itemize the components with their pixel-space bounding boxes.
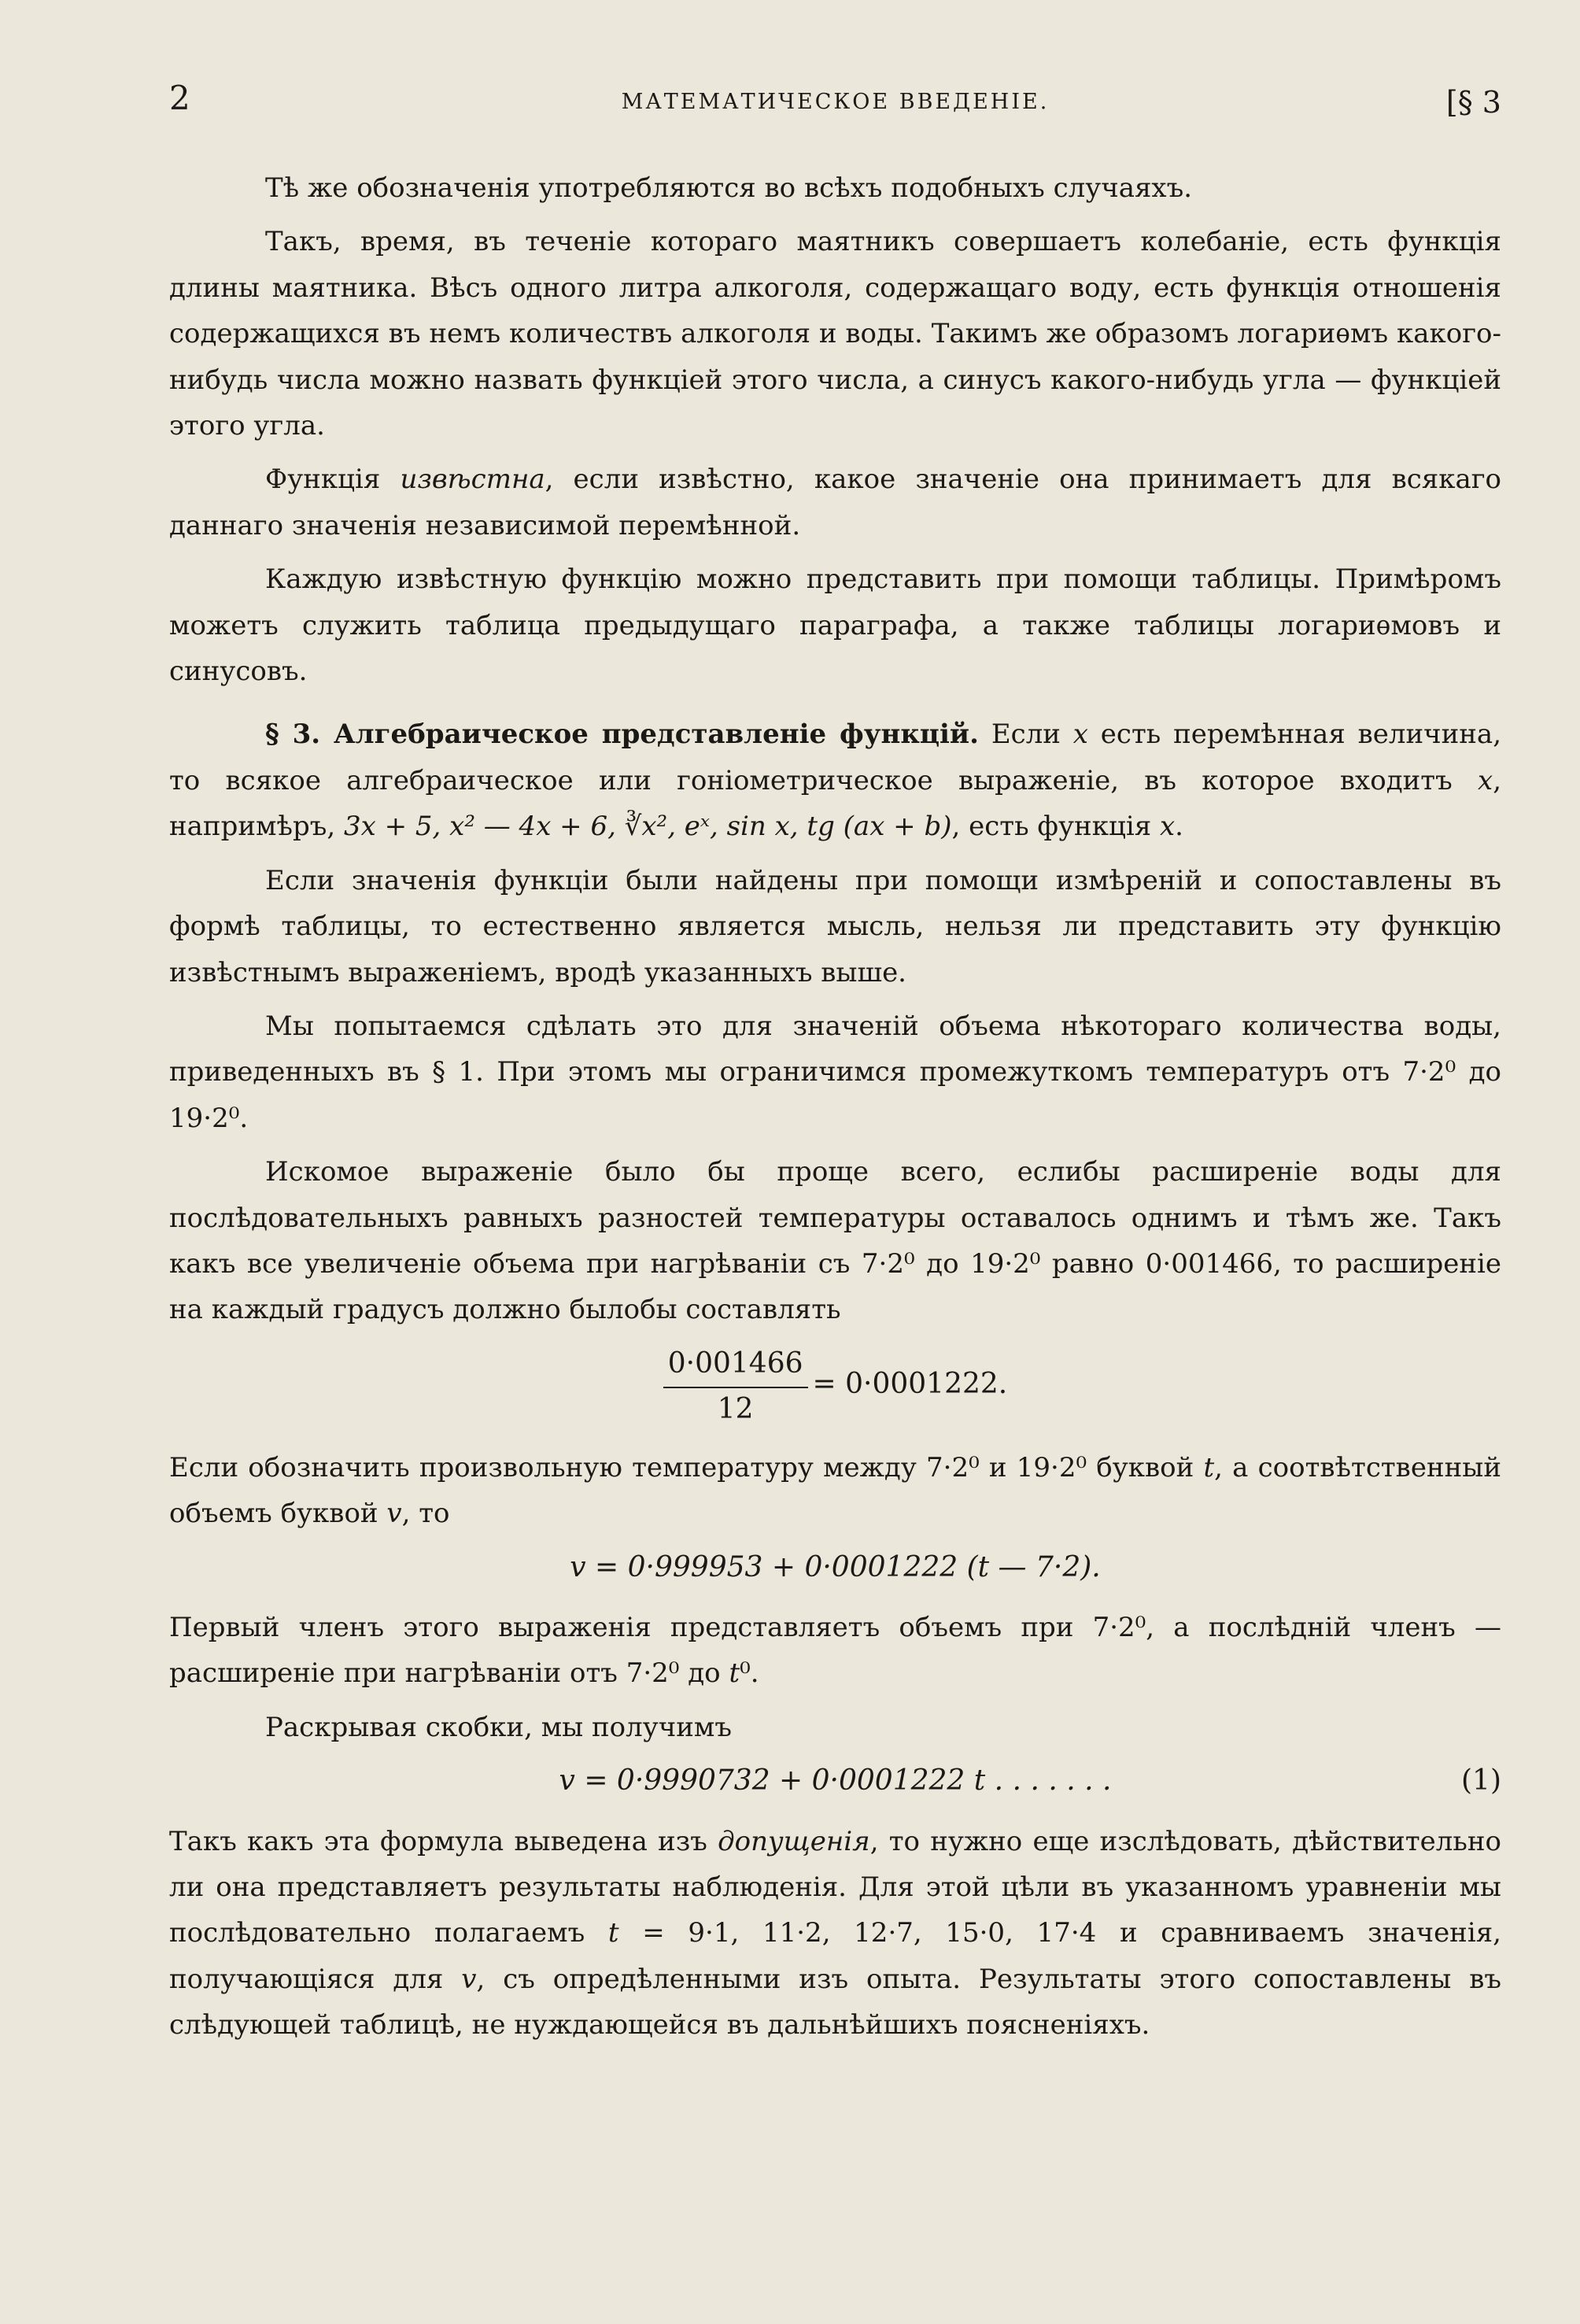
section-heading: § 3. Алгебраическое представленіе функцій. [265, 719, 979, 751]
paragraph-10: Первый членъ этого выраженія представляетъ объемъ при 7·2⁰, а послѣдній членъ — расширеніе при нагрѣваніи отъ 7·2⁰ до t⁰. [169, 1611, 1501, 1690]
paragraph-8: Искомое выраженіе было бы проще всего, еслибы расширеніе воды для послѣдовательныхъ равныхъ разностей температуры оставалось однимъ и тѣмъ же. Такъ какъ все увеличеніе объема при нагрѣваніи съ 7·2⁰ до 19·2⁰ равно 0·001466, то расширеніе на каждый градусъ должно былобы составлять [169, 1156, 1501, 1326]
paragraph-12: Такъ какъ эта формула выведена изъ допущенія, то нужно еще изслѣдовать, дѣйствительно ли она представляетъ результаты наблюденія. Для этой цѣли въ указанномъ уравненіи мы послѣдовательно полагаемъ t = 9·1, 11·2, 12·7, 15·0, 17·4 и сравниваемъ значенія, получающіяся для v, съ опредѣленными изъ опыта. Результаты этого сопоставлены въ слѣдующей таблицѣ, не нуждающейся въ дальнѣйшихъ поясненіяхъ. [169, 1825, 1502, 2041]
fraction-numerator: 0·001466 [663, 1341, 808, 1388]
emphasis-known: извѣстна [400, 464, 545, 496]
equation-1: v = 0·9990732 + 0·0001222 t . . . . . . . [559, 1764, 1112, 1797]
paragraph-11: Раскрывая скобки, мы получимъ [265, 1711, 732, 1743]
paragraph-1: Тѣ же обозначенія употребляются во всѣхъ подобныхъ случаяхъ. [265, 172, 1193, 204]
fraction-result: = 0·0001222. [812, 1367, 1008, 1400]
formula-fraction [169, 1341, 1501, 1431]
paragraph-7: Мы попытаемся сдѣлать это для значеній объема нѣкотораго количества воды, приведенныхъ въ § 1. При этомъ мы ограничимся промежуткомъ температуръ отъ 7·2⁰ до 19·2⁰. [169, 1010, 1501, 1134]
paragraph-2: Такъ, время, въ теченіе котораго маятникъ совершаетъ колебаніе, есть функція длины маятника. Вѣсъ одного литра алкоголя, содержащаго воду, есть функція отношенія содержащихся въ немъ количествъ алкоголя и воды. Такимъ же образомъ логариѳмъ какого-нибудь числа можно назвать функціей этого числа, а синусъ какого-нибудь угла — функціей этого угла. [169, 226, 1501, 442]
formula-volume-2 [169, 1758, 1501, 1804]
page-number: 2 [169, 79, 190, 117]
paragraph-3: Функція извѣстна, если извѣстно, какое значеніе она принимаетъ для всякаго даннаго значенія независимой перемѣнной. [169, 464, 1502, 541]
fraction-denominator: 12 [717, 1392, 754, 1425]
paragraph-6: Если значенія функціи были найдены при помощи измѣреній и сопоставлены въ формѣ таблицы, то естественно является мысль, нельзя ли представить эту функцію извѣстнымъ выраженіемъ, вродѣ указанныхъ выше. [169, 864, 1501, 988]
section-reference: [§ 3 [1445, 85, 1501, 120]
function-examples: 3x + 5, x² — 4x + 6, ∛x², eˣ, sin x, tg (ax + b) [343, 811, 952, 843]
fraction [663, 1341, 808, 1431]
section-3-paragraph: § 3. Алгебраическое представленіе функцій. Если x есть перемѣнная величина, то всякое алгебраическое или гоніометрическое выраженіе, въ которое входитъ x, напримѣръ, 3x + 5, x² — 4x + 6, ∛x², eˣ, sin x, tg (ax + b), есть функція x. [169, 719, 1501, 843]
emphasis-assumption: допущенія [718, 1825, 870, 1857]
paragraph-4: Каждую извѣстную функцію можно представить при помощи таблицы. Примѣромъ можетъ служить таблица предыдущаго параграфа, а также таблицы логариѳмовъ и синусовъ. [169, 563, 1501, 688]
equation-number: (1) [1461, 1764, 1501, 1797]
paragraph-9: Если обозначить произвольную температуру между 7·2⁰ и 19·2⁰ буквой t, а соотвѣтственный объемъ буквой v, то [169, 1451, 1501, 1530]
running-title: МАТЕМАТИЧЕСКОЕ ВВЕДЕНІЕ. [621, 90, 1050, 114]
running-header [169, 79, 1501, 126]
formula-volume-1: v = 0·999953 + 0·0001222 (t — 7·2). [570, 1550, 1101, 1583]
page-body [169, 165, 1501, 2056]
